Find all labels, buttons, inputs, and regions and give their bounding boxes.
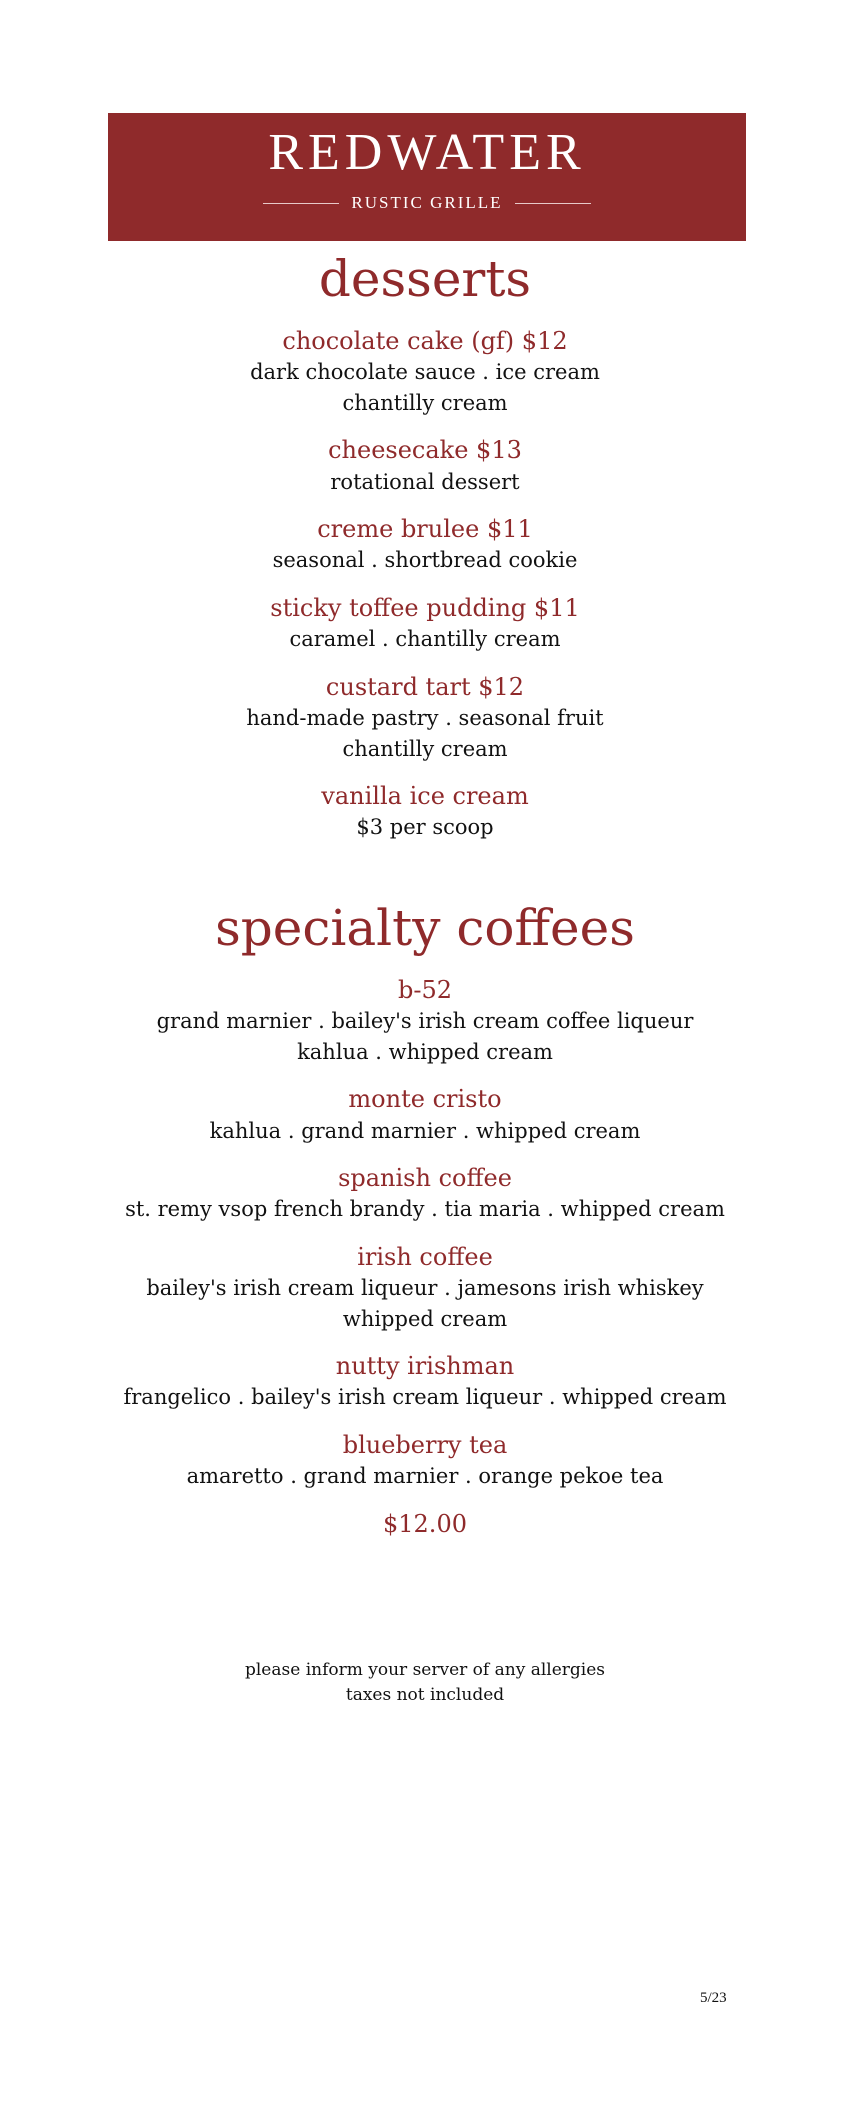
dessert-item-description: $3 per scoop (356, 815, 494, 840)
allergy-note: please inform your server of any allergies (244, 1660, 605, 1680)
dessert-item (0, 780, 850, 843)
dessert-item-description: hand-made pastry . seasonal fruit (246, 706, 604, 731)
coffee-item (0, 1083, 850, 1146)
dessert-item-description: chantilly cream (342, 736, 508, 761)
coffee-item-name: nutty irishman (335, 1352, 515, 1381)
coffee-item-name: monte cristo (348, 1085, 502, 1114)
tax-note: taxes not included (345, 1684, 505, 1705)
coffee-item (0, 1162, 850, 1225)
dessert-item-name: chocolate cake (gf) $12 (282, 327, 568, 355)
coffee-item-name: blueberry tea (342, 1430, 508, 1459)
tagline-right-rule (515, 203, 591, 204)
coffee-item-description: whipped cream (342, 1306, 508, 1331)
footer-notes (0, 1658, 850, 1707)
coffee-item (0, 1241, 850, 1334)
dessert-item-description: chantilly cream (342, 390, 508, 415)
coffee-item-name: spanish coffee (338, 1163, 512, 1192)
restaurant-banner (108, 113, 746, 241)
coffee-item (0, 974, 850, 1067)
coffee-item-description: frangelico . bailey's irish cream liqueur . whipped cream (123, 1385, 727, 1410)
coffees-title: specialty coffees (215, 898, 635, 957)
coffee-item (0, 1350, 850, 1413)
dessert-item-description: rotational dessert (330, 469, 520, 494)
dessert-item-name: cheesecake $13 (328, 436, 522, 465)
dessert-item (0, 671, 850, 764)
coffee-item-description: amaretto . grand marnier . orange pekoe tea (186, 1464, 664, 1489)
restaurant-name: REDWATER (268, 124, 586, 181)
coffee-price: $12.00 (383, 1509, 467, 1538)
coffee-item (0, 1429, 850, 1492)
dessert-item-name: custard tart $12 (325, 672, 525, 701)
coffee-item-name: b-52 (397, 975, 452, 1004)
dessert-item-description: seasonal . shortbread cookie (272, 548, 578, 573)
dessert-item (0, 592, 850, 655)
dessert-item (0, 325, 850, 418)
restaurant-tagline: RUSTIC GRILLE (351, 193, 503, 212)
coffee-item-description: kahlua . whipped cream (297, 1039, 553, 1064)
dessert-item (0, 434, 850, 497)
dessert-item-description: dark chocolate sauce . ice cream (250, 360, 600, 385)
tagline-row (108, 193, 746, 213)
menu-content (0, 252, 850, 1540)
coffee-item-name: irish coffee (357, 1242, 493, 1271)
dessert-item (0, 513, 850, 576)
page-number: 5/23 (700, 1990, 727, 2006)
coffee-item-description: st. remy vsop french brandy . tia maria . whipped cream (125, 1197, 725, 1222)
tagline-left-rule (263, 203, 339, 204)
coffee-item-description: bailey's irish cream liqueur . jamesons irish whiskey (146, 1276, 704, 1301)
coffee-item-description: kahlua . grand marnier . whipped cream (209, 1118, 641, 1143)
dessert-item-name: vanilla ice cream (321, 782, 529, 811)
dessert-item-name: creme brulee $11 (317, 515, 533, 544)
dessert-item-name: sticky toffee pudding $11 (270, 593, 580, 622)
dessert-item-description: caramel . chantilly cream (289, 627, 561, 652)
desserts-title: desserts (318, 250, 532, 308)
coffee-item-description: grand marnier . bailey's irish cream coffee liqueur (156, 1009, 694, 1034)
